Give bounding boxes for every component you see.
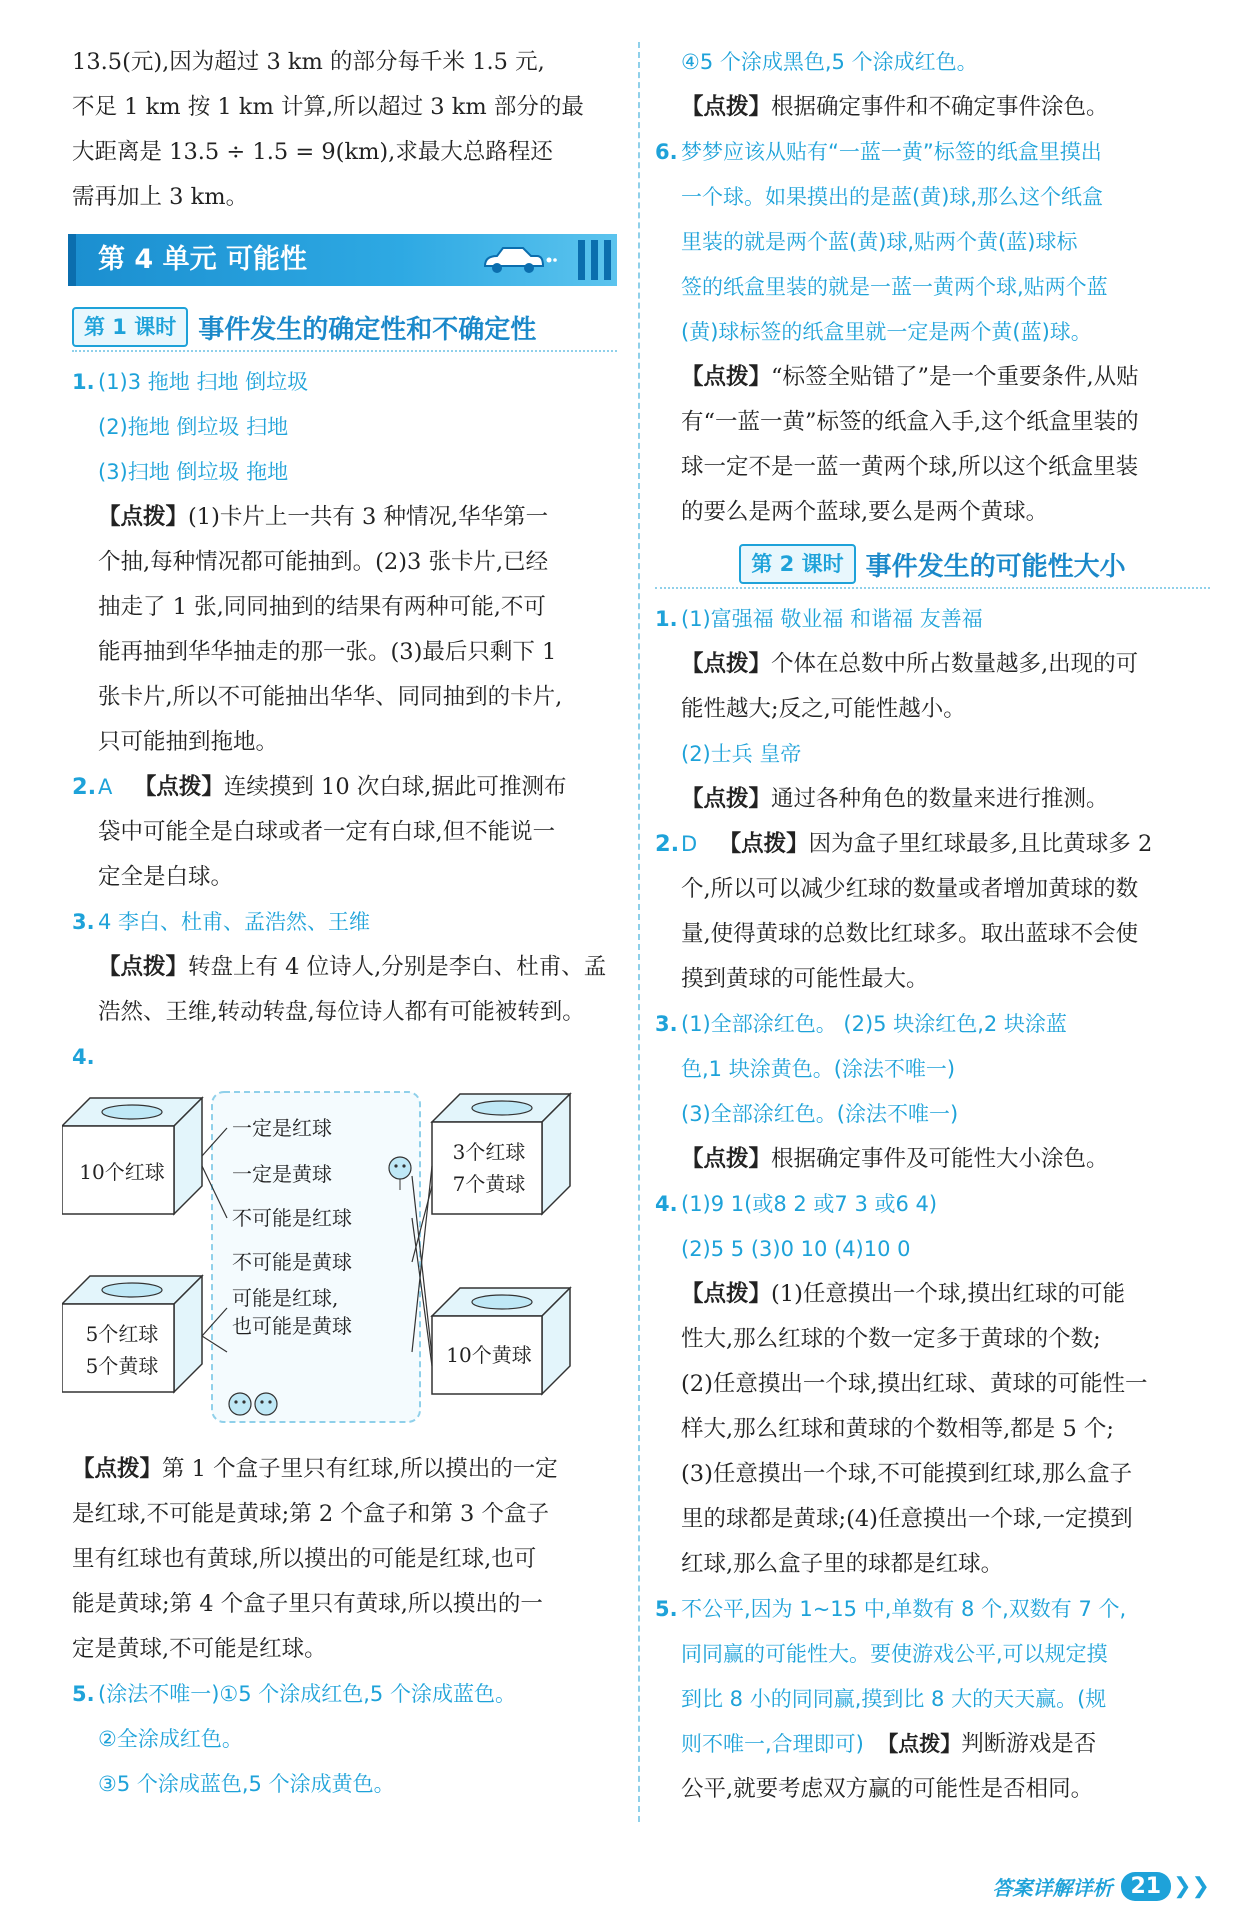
question-1: [72, 360, 617, 765]
question-3: [72, 900, 617, 1035]
answer-line: 同同赢的可能性大。要使游戏公平,可以规定摸: [681, 1642, 1108, 1666]
tip-line: 定是黄球,不可能是红球。: [72, 1636, 327, 1662]
footer-label: 答案详解详析: [992, 1875, 1113, 1900]
answer-line: 色,1 块涂黄色。(涂法不唯一): [681, 1057, 956, 1081]
question-number: 6.: [655, 140, 678, 164]
unit-title: 第 4 单元 可能性: [98, 244, 307, 275]
question-number: 3.: [72, 910, 95, 934]
tip-line: 有“一蓝一黄”标签的纸盒入手,这个纸盒里装的: [681, 409, 1139, 435]
tip-tag: 【点拨】: [681, 1146, 772, 1172]
tip-tag: 【点拨】: [133, 774, 224, 800]
tip-line: (1)卡片上一共有 3 种情况,华华第一: [188, 504, 549, 530]
tip-tag: 【点拨】: [681, 364, 772, 390]
intro-line: 不足 1 km 按 1 km 计算,所以超过 3 km 部分的最: [72, 94, 584, 120]
answer-line: (涂法不唯一)①5 个涂成红色,5 个涂成蓝色。: [98, 1682, 516, 1706]
tip-line: “标签全贴错了”是一个重要条件,从贴: [771, 364, 1139, 390]
tip-line: 转盘上有 4 位诗人,分别是李白、杜甫、孟: [188, 954, 607, 980]
tip-line: 球一定不是一蓝一黄两个球,所以这个纸盒里装: [681, 454, 1139, 480]
answer-line: 到比 8 小的同同赢,摸到比 8 大的天天赢。(规: [681, 1687, 1107, 1711]
tip-tag: 【点拨】: [681, 1281, 772, 1307]
tip-tag: 【点拨】: [98, 954, 189, 980]
tip-line: 量,使得黄球的总数比红球多。取出蓝球不会使: [681, 921, 1139, 947]
page-number: 21: [1121, 1872, 1172, 1901]
tip-line: 抽走了 1 张,同同抽到的结果有两种可能,不可: [98, 594, 546, 620]
answer-line: (2)拖地 倒垃圾 扫地: [98, 415, 289, 439]
left-column: [72, 40, 617, 1807]
chevron-right-icon: ❯❯: [1173, 1873, 1210, 1899]
question-number: 4.: [72, 1045, 95, 1069]
question-4: [72, 1035, 617, 1672]
column-divider: [638, 42, 640, 1822]
intro-line: 13.5(元),因为超过 3 km 的部分每千米 1.5 元,: [72, 49, 545, 75]
lesson2-question-5: [655, 1587, 1210, 1812]
matching-diagram: [62, 1086, 622, 1441]
answer-line: 一个球。如果摸出的是蓝(黄)球,那么这个纸盒: [681, 185, 1104, 209]
question-number: 1.: [655, 607, 678, 631]
answer-line: (黄)球标签的纸盒里就一定是两个黄(蓝)球。: [681, 320, 1092, 344]
lesson2-question-4: [655, 1182, 1210, 1587]
answer-line: (1)9 1(或8 2 或7 3 或6 4): [681, 1192, 938, 1216]
question-number: 2.: [72, 774, 97, 800]
tip-line: 因为盒子里红球最多,且比黄球多 2: [808, 831, 1153, 857]
answer-line: ②全涂成红色。: [98, 1727, 243, 1751]
tip-line: 能是黄球;第 4 个盒子里只有黄球,所以摸出的一: [72, 1591, 543, 1617]
tip-line: (1)任意摸出一个球,摸出红球的可能: [771, 1281, 1126, 1307]
answer-line: 梦梦应该从贴有“一蓝一黄”标签的纸盒里摸出: [681, 140, 1102, 164]
tip-line: 根据确定事件和不确定事件涂色。: [771, 94, 1109, 120]
tip-line: 的要么是两个蓝球,要么是两个黄球。: [681, 499, 1049, 525]
tip-line: 个抽,每种情况都可能抽到。(2)3 张卡片,已经: [98, 549, 549, 575]
answer: A: [98, 775, 113, 799]
tip-line: 里有红球也有黄球,所以摸出的可能是红球,也可: [72, 1546, 537, 1572]
tip-tag: 【点拨】: [681, 651, 772, 677]
right-column: [655, 40, 1210, 1812]
answer: D: [681, 832, 698, 856]
question-number: 4.: [655, 1192, 678, 1216]
lesson-1-header: [72, 304, 617, 352]
tip-line: 摸到黄球的可能性最大。: [681, 966, 929, 992]
tip-tag: 【点拨】: [681, 786, 772, 812]
answer-line: 不公平,因为 1~15 中,单数有 8 个,双数有 7 个,: [681, 1597, 1127, 1621]
answer-line: (1)3 拖地 扫地 倒垃圾: [98, 370, 309, 394]
answer-line: 签的纸盒里装的就是一蓝一黄两个球,贴两个蓝: [681, 275, 1108, 299]
tip-line: 张卡片,所以不可能抽出华华、同同抽到的卡片,: [98, 684, 563, 710]
tip-line: 判断游戏是否: [961, 1731, 1097, 1757]
lesson2-question-2: [655, 822, 1210, 1002]
question-number: 5.: [655, 1597, 678, 1621]
intro-text: [72, 40, 617, 220]
answer-line: 里装的就是两个蓝(黄)球,贴两个黄(蓝)球标: [681, 230, 1078, 254]
answer-line: (2)士兵 皇帝: [681, 742, 802, 766]
answer-line: (3)扫地 倒垃圾 拖地: [98, 460, 289, 484]
page-footer: [993, 1866, 1211, 1906]
tip-line: 袋中可能全是白球或者一定有白球,但不能说一: [98, 819, 556, 845]
option-label: 也可能是黄球: [232, 1314, 352, 1338]
unit-title-banner: [68, 234, 617, 286]
option-label: 不可能是红球: [232, 1206, 352, 1230]
tip-tag: 【点拨】: [718, 831, 809, 857]
lesson-badge: 第 2 课时: [739, 544, 855, 584]
lesson-title: 事件发生的确定性和不确定性: [198, 314, 537, 345]
tip-line: (3)任意摸出一个球,不可能摸到红球,那么盒子: [681, 1461, 1133, 1487]
tip-tag: 【点拨】: [877, 1732, 962, 1756]
question-6: [655, 130, 1210, 535]
intro-line: 大距离是 13.5 ÷ 1.5 = 9(km),求最大总路程还: [72, 139, 553, 165]
tip-tag: 【点拨】: [98, 504, 189, 530]
question-number: 1.: [72, 370, 95, 394]
box-label: 10个红球: [79, 1160, 165, 1184]
tip-line: 根据确定事件及可能性大小涂色。: [771, 1146, 1109, 1172]
tip-line: 第 1 个盒子里只有红球,所以摸出的一定: [162, 1456, 558, 1482]
question-number: 3.: [655, 1012, 678, 1036]
tip-line: (2)任意摸出一个球,摸出红球、黄球的可能性一: [681, 1371, 1148, 1397]
banner-bars: [572, 240, 611, 298]
tip-line: 红球,那么盒子里的球都是红球。: [681, 1551, 1004, 1577]
question-number: 5.: [72, 1682, 95, 1706]
box-label: 10个黄球: [446, 1343, 532, 1367]
intro-line: 需再加上 3 km。: [72, 184, 249, 210]
tip-line: 里的球都是黄球;(4)任意摸出一个球,一定摸到: [681, 1506, 1133, 1532]
lesson2-question-1: [655, 597, 1210, 822]
tip-tag: 【点拨】: [72, 1456, 163, 1482]
question-2: [72, 765, 617, 900]
answer-line: (3)全部涂红色。(涂法不唯一): [681, 1102, 959, 1126]
tip-line: 是红球,不可能是黄球;第 2 个盒子和第 3 个盒子: [72, 1501, 549, 1527]
lesson-badge: 第 1 课时: [72, 307, 188, 347]
tip-tag: 【点拨】: [681, 94, 772, 120]
option-label: 可能是红球,: [232, 1286, 339, 1310]
tip-line: 通过各种角色的数量来进行推测。: [771, 786, 1109, 812]
option-label: 一定是红球: [232, 1116, 332, 1140]
tip-line: 只可能抽到拖地。: [98, 729, 279, 755]
answer-line: ③5 个涂成蓝色,5 个涂成黄色。: [98, 1772, 395, 1796]
answer: 4 李白、杜甫、孟浩然、王维: [98, 910, 371, 934]
answer-line: (1)富强福 敬业福 和谐福 友善福: [681, 607, 983, 631]
tip-line: 样大,那么红球和黄球的个数相等,都是 5 个;: [681, 1416, 1115, 1442]
lesson-title: 事件发生的可能性大小: [865, 551, 1126, 582]
tip-line: 浩然、王维,转动转盘,每位诗人都有可能被转到。: [98, 999, 585, 1025]
box-label: 5个黄球: [85, 1354, 159, 1378]
answer-line: 则不唯一,合理即可): [681, 1732, 864, 1756]
tip-line: 连续摸到 10 次白球,据此可推测布: [223, 774, 567, 800]
tip-line: 定全是白球。: [98, 864, 234, 890]
tip-line: 能性越大;反之,可能性越小。: [681, 696, 966, 722]
lesson2-question-3: [655, 1002, 1210, 1182]
answer-line: (2)5 5 (3)0 10 (4)10 0: [681, 1237, 911, 1261]
question-5: [72, 1672, 617, 1807]
lesson-2-header: [655, 541, 1210, 589]
option-label: 不可能是黄球: [232, 1250, 352, 1274]
tip-line: 个体在总数中所占数量越多,出现的可: [771, 651, 1139, 677]
tip-line: 个,所以可以减少红球的数量或者增加黄球的数: [681, 876, 1139, 902]
box-label: 7个黄球: [452, 1172, 526, 1196]
car-icon: [479, 244, 557, 276]
question-number: 2.: [655, 831, 680, 857]
answer-line: (1)全部涂红色。 (2)5 块涂红色,2 块涂蓝: [681, 1012, 1067, 1036]
answer-line: ④5 个涂成黑色,5 个涂成红色。: [681, 50, 978, 74]
box-label: 3个红球: [452, 1140, 526, 1164]
tip-line: 性大,那么红球的个数一定多于黄球的个数;: [681, 1326, 1101, 1352]
box-label: 5个红球: [85, 1322, 159, 1346]
option-label: 一定是黄球: [232, 1162, 332, 1186]
tip-line: 公平,就要考虑双方赢的可能性是否相同。: [681, 1776, 1094, 1802]
tip-line: 能再抽到华华抽走的那一张。(3)最后只剩下 1: [98, 639, 557, 665]
